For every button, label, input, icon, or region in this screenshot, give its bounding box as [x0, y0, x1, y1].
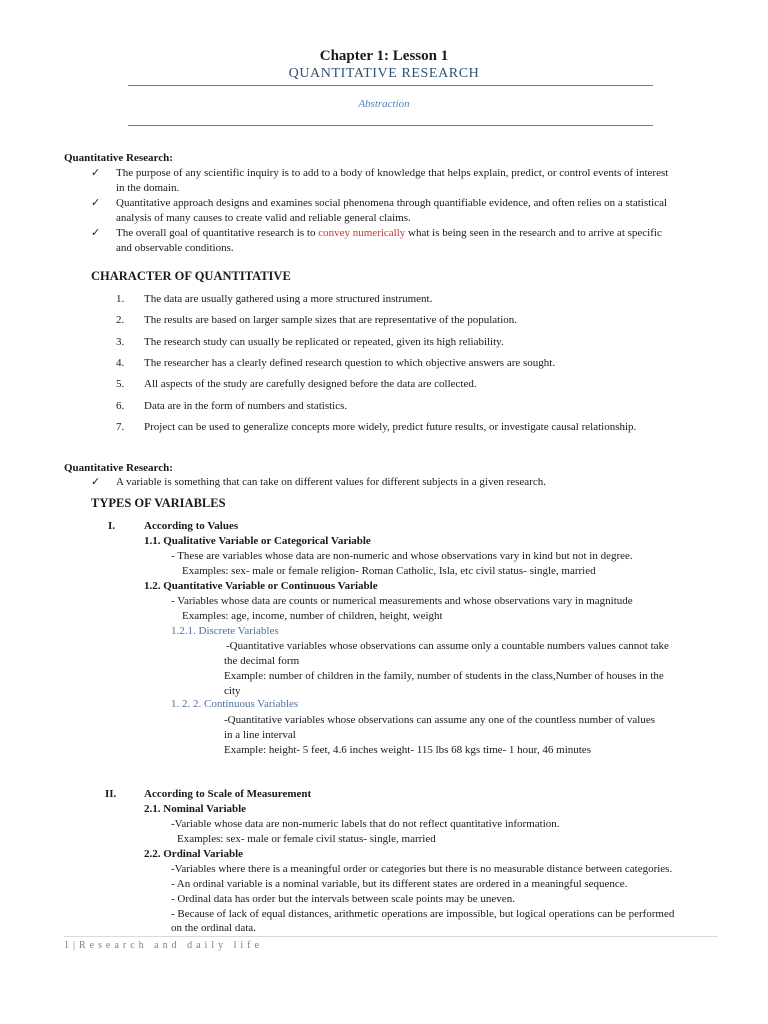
subsection-title: 1.2. Quantitative Variable or Continuous Variable [144, 580, 378, 592]
bullet-text: Quantitative approach designs and examines social phenomena through quantifiable evidence, and often relies on a statistical [116, 197, 668, 209]
page-footer: 1|Research and daily life [64, 940, 263, 951]
list-number: 3. [116, 336, 125, 348]
checkmark-icon: ✓ [91, 197, 101, 209]
list-item: Data are in the form of numbers and statistics. [144, 400, 348, 412]
roman-numeral: II. [105, 788, 117, 800]
body-text: - Because of lack of equal distances, arithmetic operations are impossible, but logical operations can be performed [171, 908, 675, 920]
list-item: The results are based on larger sample sizes that are representative of the population. [144, 314, 518, 326]
body-text: -Quantitative variables whose observations can assume only a countable numbers values cannot take [226, 640, 669, 652]
list-number: 6. [116, 400, 125, 412]
list-number: 5. [116, 378, 125, 390]
highlighted-phrase: convey numerically [318, 227, 406, 239]
list-item: The data are usually gathered using a more structured instrument. [144, 293, 433, 305]
subsection-title: According to Values [144, 520, 239, 532]
footer-text: Research and daily life [79, 940, 263, 951]
example-text: Examples: sex- male or female religion- Roman Catholic, Isla, etc civil status- single, married [182, 565, 596, 577]
section-heading-quantitative-research: Quantitative Research: [64, 152, 173, 164]
body-text: - Ordinal data has order but the intervals between scale points may be uneven. [171, 893, 515, 905]
bullet-text: A variable is something that can take on different values for different subjects in a given research. [116, 476, 546, 488]
subsection-title: 2.2. Ordinal Variable [144, 848, 244, 860]
list-number: 2. [116, 314, 125, 326]
subsection-title: 1. 2. 2. Continuous Variables [171, 698, 299, 710]
example-text: Example: number of children in the family, number of students in the class,Number of houses in the [224, 670, 664, 682]
example-text: Examples: age, income, number of children, height, weight [182, 610, 443, 622]
body-text: in a line interval [224, 729, 296, 741]
subsection-title: 1.1. Qualitative Variable or Categorical Variable [144, 535, 371, 547]
body-text: - Variables whose data are counts or numerical measurements and whose observations vary in magnitude [171, 595, 633, 607]
list-item: Project can be used to generalize concepts more widely, predict future results, or investigate causal relationship. [144, 421, 637, 433]
checkmark-icon: ✓ [91, 476, 101, 488]
subsection-title: 1.2.1. Discrete Variables [171, 625, 279, 637]
list-item: All aspects of the study are carefully designed before the data are collected. [144, 378, 477, 390]
body-text: - These are variables whose data are non-numeric and whose observations vary in kind but not in degree. [171, 550, 633, 562]
body-text: the decimal form [224, 655, 300, 667]
example-text: Examples: sex- male or female civil status- single, married [177, 833, 436, 845]
body-text: -Quantitative variables whose observations can assume any one of the countless number of values [224, 714, 656, 726]
roman-numeral: I. [108, 520, 116, 532]
body-text: - An ordinal variable is a nominal variable, but its different states are ordered in a meaningful sequence. [171, 878, 628, 890]
bullet-text: in the domain. [116, 182, 180, 194]
abstraction-label: Abstraction [358, 98, 410, 110]
lesson-title: QUANTITATIVE RESEARCH [288, 66, 480, 81]
character-heading: CHARACTER OF QUANTITATIVE [91, 269, 291, 283]
section-heading-quantitative-research: Quantitative Research: [64, 462, 173, 474]
chapter-heading: Chapter 1: Lesson 1 [319, 48, 449, 64]
types-heading: TYPES OF VARIABLES [91, 496, 226, 510]
list-number: 7. [116, 421, 125, 433]
list-number: 1. [116, 293, 125, 305]
body-text: -Variables where there is a meaningful order or categories but there is no measurable distance between categories. [171, 863, 673, 875]
body-text: -Variable whose data are non-numeric labels that do not reflect quantitative information. [171, 818, 560, 830]
subsection-title: According to Scale of Measurement [144, 788, 312, 800]
subsection-title: 2.1. Nominal Variable [144, 803, 247, 815]
list-item: The researcher has a clearly defined research question to which objective answers are sought. [144, 357, 556, 369]
body-text: on the ordinal data. [171, 922, 256, 934]
example-text: Example: height- 5 feet, 4.6 inches weight- 115 lbs 68 kgs time- 1 hour, 46 minutes [224, 744, 591, 756]
list-number: 4. [116, 357, 125, 369]
checkmark-icon: ✓ [91, 167, 101, 179]
title-rule-top [128, 85, 653, 86]
checkmark-icon: ✓ [91, 227, 101, 239]
footer-rule [64, 936, 718, 937]
list-item: The research study can usually be replicated or repeated, given its high reliability. [144, 336, 504, 348]
page-number: 1 [64, 940, 73, 951]
bullet-text: The overall goal of quantitative research is to convey numerically what is being seen in the research and to arrive at specific [116, 227, 662, 239]
example-text: city [224, 685, 241, 697]
bullet-text: The purpose of any scientific inquiry is to add to a body of knowledge that helps explain, predict, or control events of interest [116, 167, 669, 179]
bullet-text: and observable conditions. [116, 242, 234, 254]
bullet-text: analysis of many causes to create valid and reliable general claims. [116, 212, 411, 224]
title-rule-bottom [128, 125, 653, 126]
